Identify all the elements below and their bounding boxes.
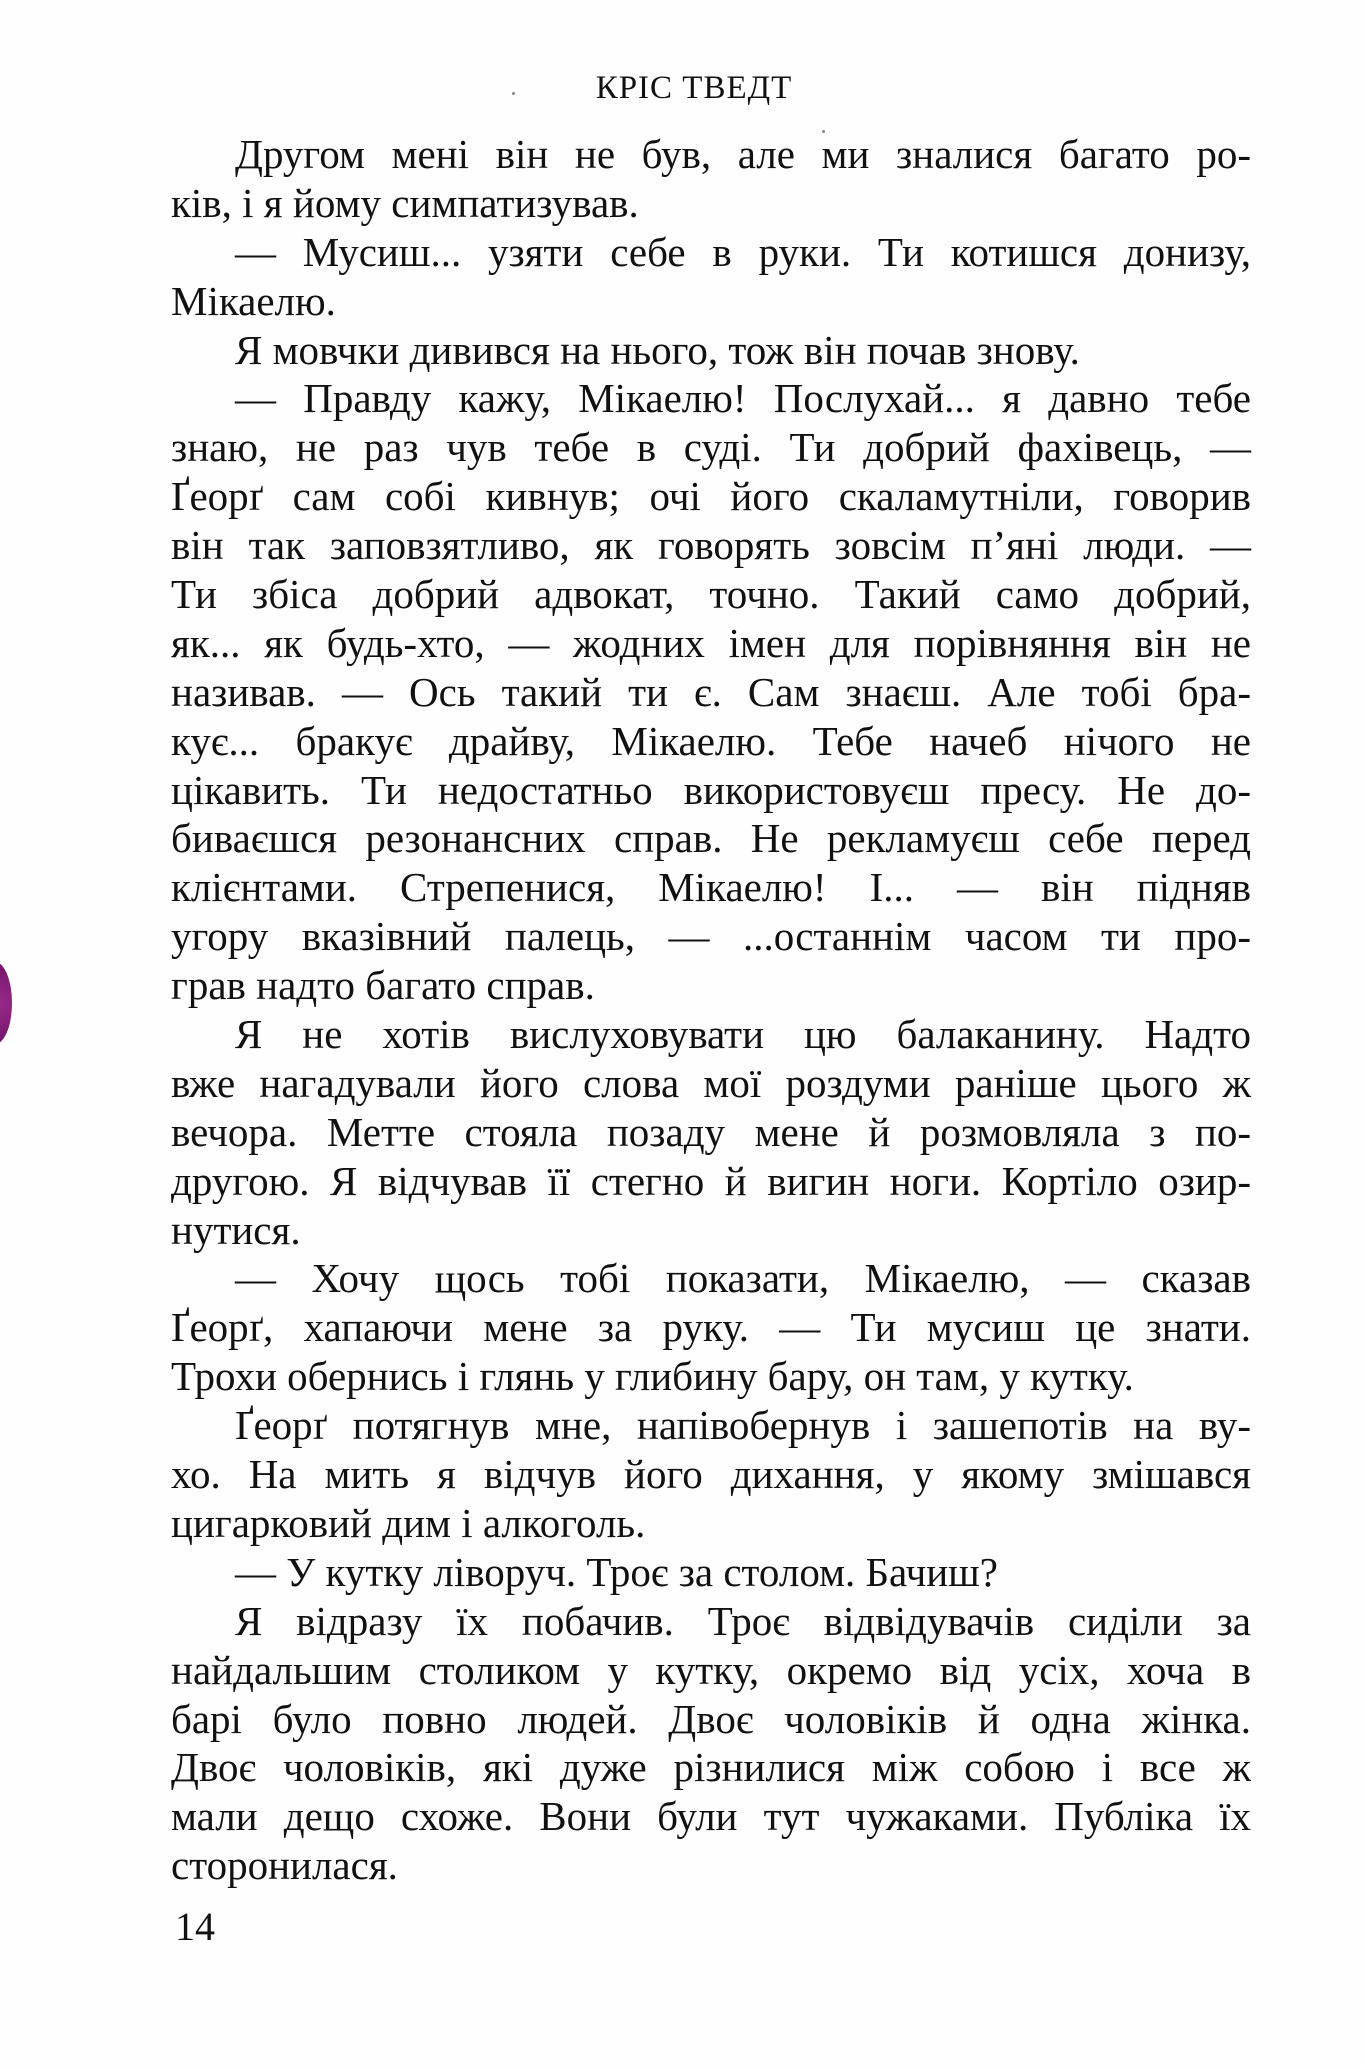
text-line: сторонилася. bbox=[171, 1842, 398, 1889]
page-edge-bookmark-tab bbox=[0, 962, 12, 1044]
text-line: цікавить. Ти недостатньо використовуєш пресу. Не до- bbox=[171, 766, 1251, 813]
body-text bbox=[171, 130, 1251, 1890]
paragraph bbox=[171, 374, 1251, 1010]
text-line: — Хочу щось тобі показати, Мікаелю, — сказав bbox=[235, 1255, 1251, 1302]
paragraph bbox=[171, 130, 1251, 228]
text-line: хо. На мить я відчув його дихання, у якому змішався bbox=[171, 1451, 1251, 1498]
paragraph bbox=[171, 228, 1251, 326]
text-line: знаю, не раз чув тебе в суді. Ти добрий фахівець, — bbox=[171, 424, 1251, 471]
text-line: — У кутку ліворуч. Троє за столом. Бачиш? bbox=[235, 1548, 998, 1595]
text-line: вечора. Метте стояла позаду мене й розмовляла з по- bbox=[171, 1108, 1251, 1155]
text-line: биваєшся резонансних справ. Не рекламуєш себе перед bbox=[171, 815, 1251, 862]
text-line: клієнтами. Стрепенися, Мікаелю! І... — він підняв bbox=[171, 864, 1251, 911]
text-line: як... як будь-хто, — жодних імен для порівняння він не bbox=[171, 619, 1251, 666]
paragraph bbox=[171, 1010, 1251, 1254]
text-line: найдальшим столиком у кутку, окремо від усіх, хоча в bbox=[171, 1646, 1251, 1693]
text-line: — Правду кажу, Мікаелю! Послухай... я давно тебе bbox=[235, 375, 1251, 422]
text-line: грав надто багато справ. bbox=[171, 962, 595, 1009]
text-line: цигарковий дим і алкоголь. bbox=[171, 1499, 646, 1546]
text-line: Трохи обернись і глянь у глибину бару, он там, у кутку. bbox=[171, 1353, 1134, 1400]
paragraph bbox=[171, 1548, 1251, 1597]
running-head-author: КРІС ТВЕДТ bbox=[595, 70, 793, 106]
text-line: вже нагадували його слова мої роздуми раніше цього ж bbox=[171, 1059, 1251, 1106]
text-line: Я мовчки дивився на нього, тож він почав знову. bbox=[235, 326, 1080, 373]
text-line: нутися. bbox=[171, 1206, 301, 1253]
text-line: Другом мені він не був, але ми зналися багато ро- bbox=[235, 131, 1251, 177]
text-line: кує... бракує драйву, Мікаелю. Тебе начеб нічого не bbox=[171, 717, 1251, 764]
text-line: барі було повно людей. Двоє чоловіків й одна жінка. bbox=[171, 1695, 1251, 1742]
text-line: Я не хотів вислуховувати цю балаканину. Надто bbox=[235, 1011, 1251, 1058]
text-line: мали дещо схоже. Вони були тут чужаками. Публіка їх bbox=[171, 1793, 1251, 1840]
text-line: Ґеорґ сам собі кивнув; очі його скаламутніли, говорив bbox=[171, 473, 1251, 520]
text-line: — Мусиш... узяти себе в руки. Ти котишся донизу, bbox=[235, 228, 1251, 275]
text-line: Мікаелю. bbox=[171, 277, 336, 324]
text-line: другою. Я відчував її стегно й вигин ноги. Кортіло озир- bbox=[171, 1157, 1251, 1204]
paragraph bbox=[171, 1597, 1251, 1890]
paragraph bbox=[171, 1401, 1251, 1548]
text-line: Ґеорґ потягнув мне, напівобернув і зашепотів на ву- bbox=[235, 1402, 1251, 1449]
paragraph bbox=[171, 326, 1251, 375]
paragraph bbox=[171, 1254, 1251, 1401]
text-line: Ґеорґ, хапаючи мене за руку. — Ти мусиш це знати. bbox=[171, 1304, 1251, 1351]
text-line: називав. — Ось такий ти є. Сам знаєш. Але тобі бра- bbox=[171, 668, 1251, 715]
text-line: Двоє чоловіків, які дуже різнилися між собою і все ж bbox=[171, 1744, 1251, 1791]
text-line: угору вказівний палець, — ...останнім часом ти про- bbox=[171, 913, 1251, 960]
text-line: він так заповзятливо, як говорять зовсім п’яні люди. — bbox=[171, 522, 1251, 569]
text-line: Ти збіса добрий адвокат, точно. Такий само добрий, bbox=[171, 571, 1251, 618]
page-number: 14 bbox=[175, 1904, 215, 1949]
text-line: ків, і я йому симпатизував. bbox=[171, 179, 639, 226]
text-line: Я відразу їх побачив. Троє відвідувачів сиділи за bbox=[235, 1597, 1251, 1644]
